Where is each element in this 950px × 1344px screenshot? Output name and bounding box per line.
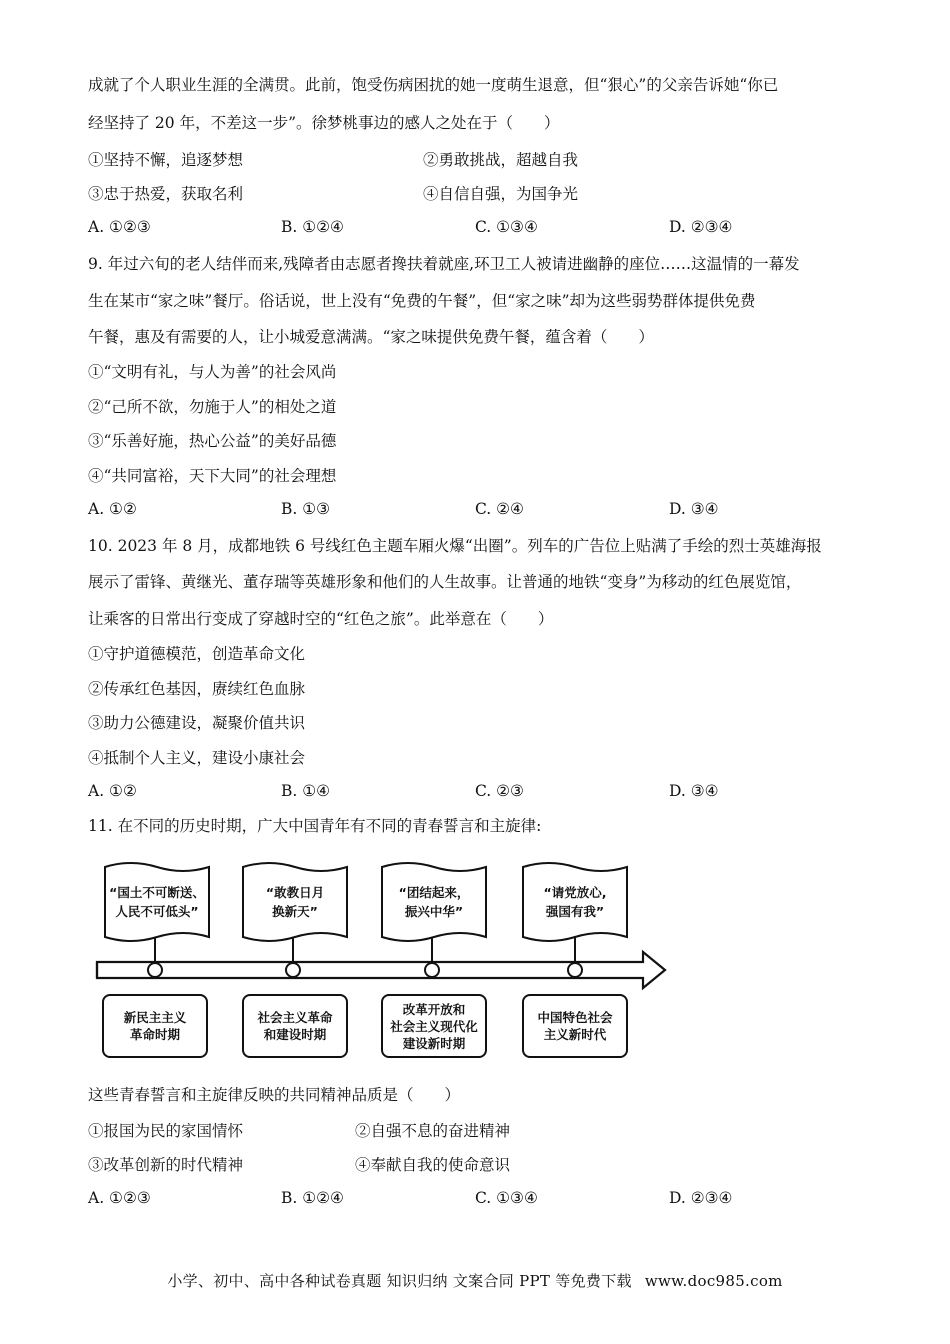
timeline-marker xyxy=(148,963,162,977)
q8-choice-a: A. ①②③ xyxy=(88,218,151,236)
q10-choice-c: C. ②③ xyxy=(475,782,524,800)
q10-choice-a: A. ①② xyxy=(88,782,137,800)
q10-choice-b: B. ①④ xyxy=(281,782,331,800)
q11-choice-c: C. ①③④ xyxy=(475,1189,538,1207)
q11-item-4: ④奉献自我的使命意识 xyxy=(355,1156,511,1174)
slogan-flag xyxy=(243,863,347,941)
slogan-text: “敢教日月 xyxy=(265,885,325,900)
slogan-text: 人民不可低头” xyxy=(115,904,199,919)
q10-item-2: ②传承红色基因，赓续红色血脉 xyxy=(88,680,306,698)
q9-item-2: ②“己所不欲，勿施于人”的相处之道 xyxy=(88,398,337,416)
q8-item-4: ④自信自强，为国争光 xyxy=(423,185,579,203)
q11-question: 这些青春誓言和主旋律反映的共同精神品质是（ ） xyxy=(88,1086,461,1104)
q10-item-3: ③助力公德建设，凝聚价值共识 xyxy=(88,714,306,732)
slogan-flag xyxy=(105,863,209,941)
q8-choice-c: C. ①③④ xyxy=(475,218,538,236)
q11-choice-d: D. ②③④ xyxy=(669,1189,733,1207)
footer-link[interactable]: www.doc985.com xyxy=(644,1272,783,1290)
q9-choice-b: B. ①③ xyxy=(281,500,331,518)
timeline-marker xyxy=(286,963,300,977)
q9-item-1: ①“文明有礼，与人为善”的社会风尚 xyxy=(88,363,337,381)
q8-stem-line1: 成就了个人职业生涯的全满贯。此前，饱受伤病困扰的她一度萌生退意，但“狠心”的父亲告诉她“你已 xyxy=(88,76,779,94)
timeline-stage-1 xyxy=(103,863,209,1057)
q10-item-4: ④抵制个人主义，建设小康社会 xyxy=(88,749,306,767)
period-text: 社会主义革命 xyxy=(257,1010,333,1025)
q9-item-4: ④“共同富裕，天下大同”的社会理想 xyxy=(88,467,337,485)
timeline-diagram xyxy=(95,845,675,1065)
q11-stem-line1: 11. 在不同的历史时期，广大中国青年有不同的青春誓言和主旋律: xyxy=(88,817,542,835)
q8-item-3: ③忠于热爱，获取名利 xyxy=(88,185,244,203)
q8-item-2: ②勇敢挑战，超越自我 xyxy=(423,151,579,169)
q11-choice-a: A. ①②③ xyxy=(88,1189,151,1207)
q9-stem-line3: 午餐，惠及有需要的人，让小城爱意满满。“家之味提供免费午餐，蕴含着（ ） xyxy=(88,328,654,346)
q10-stem-line1: 10. 2023 年 8 月，成都地铁 6 号线红色主题车厢火爆“出圈”。列车的广告位上贴满了手绘的烈士英雄海报 xyxy=(88,537,822,555)
slogan-text: “请党放心, xyxy=(543,885,607,900)
q9-stem-line1: 9. 年过六旬的老人结伴而来,残障者由志愿者搀扶着就座,环卫工人被请进幽静的座位……这温情的一幕发 xyxy=(88,255,800,273)
q8-stem-line2: 经坚持了 20 年，不差这一步”。徐梦桃事边的感人之处在于（ ） xyxy=(88,114,560,132)
period-box xyxy=(243,995,347,1057)
slogan-text: “团结起来， xyxy=(398,885,470,900)
timeline-stage-3 xyxy=(382,863,486,1057)
period-box xyxy=(103,995,207,1057)
slogan-text: “国土不可断送、 xyxy=(109,885,205,900)
period-text: 社会主义现代化 xyxy=(390,1019,478,1034)
q10-item-1: ①守护道德模范，创造革命文化 xyxy=(88,645,306,663)
period-text: 革命时期 xyxy=(129,1027,181,1042)
q10-stem-line3: 让乘客的日常出行变成了穿越时空的“红色之旅”。此举意在（ ） xyxy=(88,610,554,628)
timeline-marker xyxy=(568,963,582,977)
period-box xyxy=(523,995,627,1057)
slogan-flag xyxy=(382,863,486,941)
slogan-text: 强国有我” xyxy=(545,904,605,919)
q11-item-2: ②自强不息的奋进精神 xyxy=(355,1122,511,1140)
period-text: 主义新时代 xyxy=(543,1027,607,1042)
q10-stem-line2: 展示了雷锋、黄继光、董存瑞等英雄形象和他们的人生故事。让普通的地铁“变身”为移动的红色展览馆， xyxy=(88,573,802,591)
q9-choice-a: A. ①② xyxy=(88,500,137,518)
q9-choice-d: D. ③④ xyxy=(669,500,719,518)
slogan-flag xyxy=(523,863,627,941)
q11-item-1: ①报国为民的家国情怀 xyxy=(88,1122,244,1140)
q10-choice-d: D. ③④ xyxy=(669,782,719,800)
timeline-stage-2 xyxy=(243,863,347,1057)
period-text: 建设新时期 xyxy=(402,1036,466,1051)
q11-item-3: ③改革创新的时代精神 xyxy=(88,1156,244,1174)
timeline-marker xyxy=(425,963,439,977)
q8-choice-d: D. ②③④ xyxy=(669,218,733,236)
q11-choice-b: B. ①②④ xyxy=(281,1189,344,1207)
period-text: 中国特色社会 xyxy=(537,1010,613,1025)
slogan-text: 振兴中华” xyxy=(404,904,464,919)
q9-stem-line2: 生在某市“家之味”餐厅。俗话说，世上没有“免费的午餐”，但“家之味”却为这些弱势群体提供免费 xyxy=(88,292,756,310)
q8-choice-b: B. ①②④ xyxy=(281,218,344,236)
period-text: 改革开放和 xyxy=(402,1002,466,1017)
period-text: 和建设时期 xyxy=(263,1027,327,1042)
q8-item-1: ①坚持不懈，追逐梦想 xyxy=(88,151,244,169)
footer-text: 小学、初中、高中各种试卷真题 知识归纳 文案合同 PPT 等免费下载 xyxy=(167,1272,632,1290)
slogan-text: 换新天” xyxy=(272,904,318,919)
page-footer xyxy=(0,1270,950,1291)
q9-choice-c: C. ②④ xyxy=(475,500,524,518)
timeline-stage-4 xyxy=(523,863,627,1057)
period-text: 新民主主义 xyxy=(123,1010,187,1025)
q9-item-3: ③“乐善好施，热心公益”的美好品德 xyxy=(88,432,337,450)
